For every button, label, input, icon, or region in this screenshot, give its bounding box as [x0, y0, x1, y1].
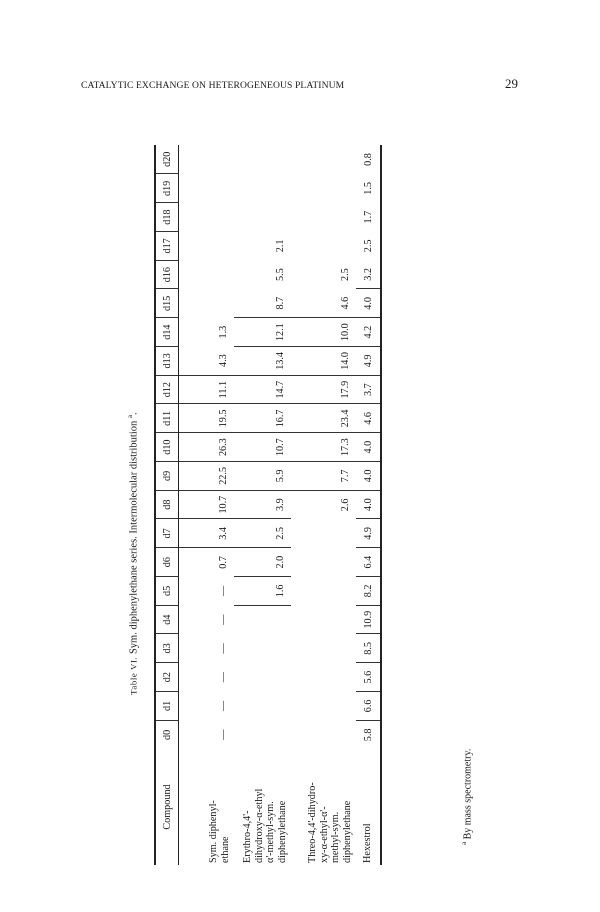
- cell-d12: 14.7: [234, 375, 291, 404]
- cell-d2: 5.6: [356, 663, 381, 692]
- cell-d2: [291, 663, 356, 692]
- table-caption: [126, 412, 140, 695]
- cell-d19: [234, 174, 291, 203]
- cell-d15: 4.6: [291, 289, 356, 318]
- compound-name: [356, 749, 381, 865]
- cell-d11: 19.5: [179, 404, 235, 433]
- cell-d5: 8.2: [356, 577, 381, 606]
- compound-name-line: Sym. diphenyl-: [208, 800, 219, 863]
- table-row: [291, 145, 356, 865]
- column-header-d10: d10: [155, 433, 179, 462]
- compound-name-line: methyl-sym.: [330, 811, 341, 863]
- column-header-d7: d7: [155, 519, 179, 548]
- compound-name-line: diphenylethane: [341, 800, 353, 863]
- cell-d11: 23.4: [291, 404, 356, 433]
- cell-d9: 7.7: [291, 462, 356, 491]
- cell-d16: 2.5: [340, 268, 351, 281]
- compound-name: [291, 749, 356, 865]
- cell-d7: 3.4: [179, 519, 235, 548]
- cell-d8: 10.7: [179, 490, 235, 519]
- column-header-d6: d6: [155, 548, 179, 577]
- column-header-d18: d18: [155, 203, 179, 232]
- cell-d5: [291, 577, 356, 606]
- cell-d0: —: [218, 729, 229, 740]
- cell-d10: 4.0: [356, 433, 381, 462]
- cell-d12: 17.9: [291, 375, 356, 404]
- cell-d7: [291, 519, 356, 548]
- cell-d4: —: [218, 614, 229, 625]
- cell-d4: 10.9: [356, 605, 381, 634]
- cell-d13: 13.4: [234, 347, 291, 376]
- cell-d6: 2.0: [234, 548, 291, 577]
- cell-d18: [291, 203, 356, 232]
- cell-d11: 4.6: [356, 404, 381, 433]
- compound-name: [179, 749, 235, 865]
- compound-name-line: Threo-4,4'-dihydro-: [307, 782, 318, 863]
- cell-d4: [234, 605, 291, 634]
- cell-d2: —: [218, 672, 229, 683]
- table-caption-label: Table VI.: [128, 656, 139, 695]
- cell-d18: [234, 203, 291, 232]
- table-caption-end: .: [128, 412, 140, 416]
- cell-d2: [234, 663, 291, 692]
- cell-d0: [234, 720, 291, 749]
- cell-d14: 4.2: [356, 318, 381, 347]
- cell-d17: 2.5: [356, 232, 381, 261]
- compound-name-line: α'-methyl-sym.: [265, 801, 276, 863]
- column-header-d15: d15: [155, 289, 179, 318]
- cell-d6: [291, 548, 356, 577]
- compound-name-line: xy-α-ethyl-α'-: [318, 806, 330, 863]
- column-header-d17: d17: [155, 232, 179, 261]
- cell-d15: 4.0: [356, 289, 381, 318]
- cell-d17: 2.1: [275, 239, 286, 253]
- rotated-table-block: [120, 95, 474, 865]
- column-header-d3: d3: [155, 634, 179, 663]
- cell-d1: —: [218, 700, 229, 711]
- footnote-marker: a: [460, 841, 468, 845]
- cell-d13: 14.0: [291, 347, 356, 376]
- column-header-d9: d9: [155, 462, 179, 491]
- column-header-d19: d19: [155, 174, 179, 203]
- cell-d3: —: [218, 643, 229, 654]
- cell-d20: [291, 145, 356, 174]
- cell-d14: 1.3: [218, 325, 229, 339]
- cell-d17: [291, 232, 356, 261]
- compound-name-line: Erythro-4,4'-: [242, 810, 253, 863]
- cell-d16: 5.5: [275, 268, 286, 281]
- table-row: [234, 145, 291, 865]
- column-header-d8: d8: [155, 490, 179, 519]
- cell-d17: [179, 232, 235, 261]
- running-head: CATALYTIC EXCHANGE ON HETEROGENEOUS PLATINUM: [81, 80, 345, 91]
- table-row: [356, 145, 381, 865]
- cell-d6: 0.7: [218, 556, 229, 569]
- cell-d16: [179, 260, 235, 289]
- cell-d13: 4.3: [179, 347, 235, 376]
- cell-d10: 17.3: [291, 433, 356, 462]
- cell-d20: [234, 145, 291, 174]
- cell-d14: 10.0: [291, 318, 356, 347]
- column-header-d11: d11: [155, 404, 179, 433]
- column-header-d20: d20: [155, 145, 179, 174]
- cell-d8: 2.6: [340, 498, 351, 512]
- cell-d18: [179, 203, 235, 232]
- column-header-d4: d4: [155, 605, 179, 634]
- cell-d3: [234, 634, 291, 663]
- column-header-d0: d0: [155, 720, 179, 749]
- cell-d7: 2.5: [234, 519, 291, 548]
- column-header-compound: Compound: [155, 749, 179, 865]
- cell-d8: 3.9: [234, 490, 291, 519]
- cell-d1: 6.6: [356, 692, 381, 721]
- cell-d13: 4.9: [356, 347, 381, 376]
- cell-d12: 3.7: [356, 375, 381, 404]
- cell-d5: 1.6: [234, 577, 291, 606]
- cell-d0: 5.8: [356, 720, 381, 749]
- cell-d4: [291, 605, 356, 634]
- footnote: [460, 749, 473, 845]
- cell-d3: 8.5: [356, 634, 381, 663]
- compound-name-line: diphenylethane: [276, 800, 288, 863]
- cell-d19: 1.5: [356, 174, 381, 203]
- column-header-d5: d5: [155, 577, 179, 606]
- cell-d8: 4.0: [356, 490, 381, 519]
- column-header-d12: d12: [155, 375, 179, 404]
- cell-d1: [234, 692, 291, 721]
- cell-d3: [291, 634, 356, 663]
- footnote-text: By mass spectrometry.: [462, 748, 474, 840]
- cell-d6: 6.4: [356, 548, 381, 577]
- cell-d14: 12.1: [234, 318, 291, 347]
- cell-d15: 8.7: [234, 289, 291, 318]
- compound-name-line: dihydroxy-α-ethyl: [253, 788, 265, 863]
- column-header-d1: d1: [155, 692, 179, 721]
- table-caption-note: a: [126, 415, 134, 419]
- cell-d9: 22.5: [179, 462, 235, 491]
- distribution-table: [154, 145, 382, 865]
- cell-d11: 16.7: [234, 404, 291, 433]
- table-header-row: [155, 145, 179, 865]
- compound-name: [234, 749, 291, 865]
- cell-d0: [291, 720, 356, 749]
- column-header-d16: d16: [155, 260, 179, 289]
- cell-d19: [291, 174, 356, 203]
- cell-d10: 10.7: [234, 433, 291, 462]
- cell-d20: 0.8: [356, 145, 381, 174]
- cell-d1: [291, 692, 356, 721]
- cell-d15: [179, 289, 235, 318]
- table-row: [179, 145, 235, 865]
- cell-d5: —: [218, 585, 229, 596]
- cell-d12: 11.1: [179, 375, 235, 404]
- cell-d18: 1.7: [356, 203, 381, 232]
- compound-name-line: ethane: [219, 836, 231, 863]
- column-header-d2: d2: [155, 663, 179, 692]
- compound-name-line: Hexestrol: [362, 823, 374, 863]
- cell-d9: 5.9: [234, 462, 291, 491]
- cell-d7: 4.9: [356, 519, 381, 548]
- column-header-d14: d14: [155, 318, 179, 347]
- cell-d9: 4.0: [356, 462, 381, 491]
- cell-d10: 26.3: [179, 433, 235, 462]
- page-number: 29: [505, 76, 518, 91]
- cell-d19: [179, 174, 235, 203]
- cell-d20: [179, 145, 235, 174]
- cell-d16: 3.2: [356, 260, 381, 289]
- column-header-d13: d13: [155, 347, 179, 376]
- table-caption-text: Sym. diphenylethane series. Intermolecular distribution: [128, 420, 140, 655]
